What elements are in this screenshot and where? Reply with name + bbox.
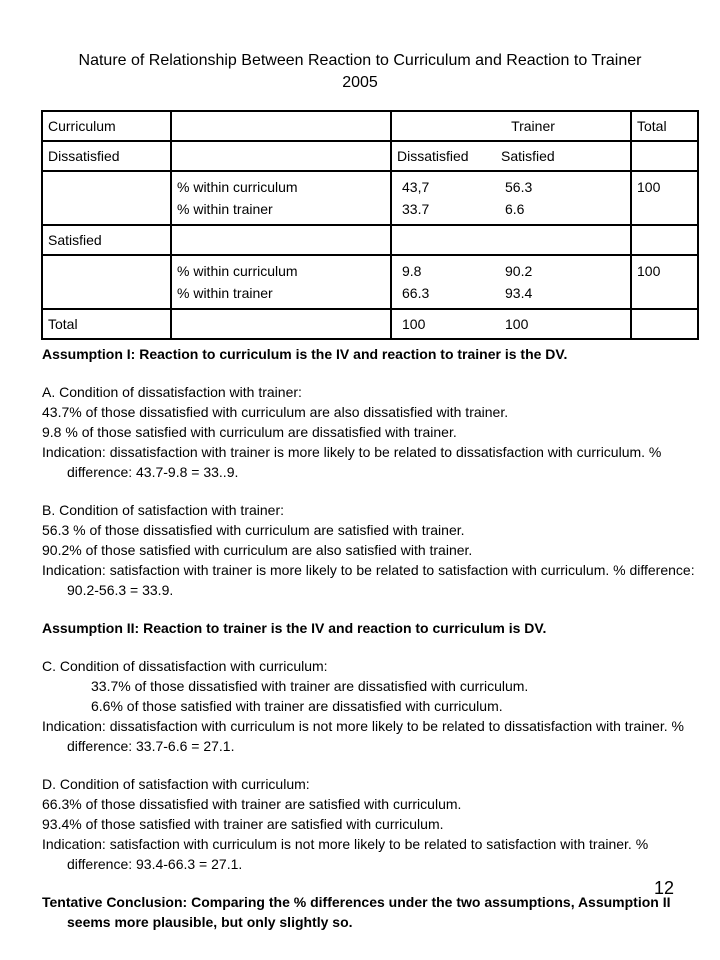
paragraph: 90.2% of those satisfied with curriculum are also satisfied with trainer. <box>42 542 473 558</box>
row-label: % within curriculum <box>177 179 298 195</box>
paragraph: 93.4% of those satisfied with trainer are satisfied with curriculum. <box>42 816 444 832</box>
cell-value: 33.7 <box>402 201 430 217</box>
trainer-header: Trainer <box>511 118 555 134</box>
section-b-heading: B. Condition of satisfaction with trainer: <box>42 502 285 518</box>
indication: Indication: dissatisfaction with trainer is more likely to be related to dissatisfaction with curriculum. % difference: 43.7-9.8 = 33..9. <box>42 444 662 480</box>
paragraph: 56.3 % of those dissatisfied with curriculum are satisfied with trainer. <box>42 522 465 538</box>
row-label-satisfied: Satisfied <box>42 225 171 255</box>
cell-value: 43,7 <box>402 179 430 195</box>
cell-value: 93.4 <box>505 285 533 301</box>
section-d-heading: D. Condition of satisfaction with curriculum: <box>42 776 310 792</box>
page-title <box>0 50 720 94</box>
indication: Indication: dissatisfaction with curriculum is not more likely to be related to dissatisfaction with trainer. % difference: 33.7-6.6 = 27.1. <box>42 718 684 754</box>
indication: Indication: satisfaction with trainer is more likely to be related to satisfaction with curriculum. % difference: 90.2-56.3 = 33.9. <box>42 562 695 598</box>
title-line-1: Nature of Relationship Between Reaction to Curriculum and Reaction to Trainer <box>78 52 642 69</box>
paragraph: 43.7% of those dissatisfied with curriculum are also dissatisfied with trainer. <box>42 404 509 420</box>
assumption-1-heading: Assumption I: Reaction to curriculum is the IV and reaction to trainer is the DV. <box>42 346 568 362</box>
table-header-row <box>42 111 698 141</box>
row-total: 100 <box>631 255 698 309</box>
indication: Indication: satisfaction with curriculum is not more likely to be related to satisfaction with trainer. % difference: 93.4-66.3 = 27.1. <box>42 836 649 872</box>
analysis-text <box>42 344 702 932</box>
row-label: % within trainer <box>177 201 273 217</box>
title-line-2: 2005 <box>342 74 378 91</box>
row-label: % within curriculum <box>177 263 298 279</box>
total-header: Total <box>631 111 698 141</box>
page-number: 12 <box>654 878 675 898</box>
cell-value: 56.3 <box>505 179 533 195</box>
cell-value: 90.2 <box>505 263 533 279</box>
dissatisfied-data-row <box>42 171 698 225</box>
cell-value: 66.3 <box>402 285 430 301</box>
conclusion: Tentative Conclusion: Comparing the % differences under the two assumptions, Assumption II seems more plausible, but only slightly so. <box>42 894 671 930</box>
cell-value: 6.6 <box>505 201 525 217</box>
paragraph: 9.8 % of those satisfied with curriculum are dissatisfied with trainer. <box>42 424 457 440</box>
total-row <box>42 309 698 339</box>
trainer-satisfied-header: Satisfied <box>501 148 555 164</box>
paragraph: 33.7% of those dissatisfied with trainer are dissatisfied with curriculum. <box>91 678 529 694</box>
paragraph: 66.3% of those dissatisfied with trainer are satisfied with curriculum. <box>42 796 462 812</box>
satisfied-data-row <box>42 255 698 309</box>
section-a-heading: A. Condition of dissatisfaction with trainer: <box>42 384 302 400</box>
row-total: 100 <box>631 171 698 225</box>
trainer-dissatisfied-header: Dissatisfied <box>397 148 469 164</box>
paragraph: 6.6% of those satisfied with trainer are dissatisfied with curriculum. <box>91 698 503 714</box>
row-label-total: Total <box>42 309 171 339</box>
assumption-2-heading: Assumption II: Reaction to trainer is the IV and reaction to curriculum is DV. <box>42 620 547 636</box>
cell-value: 100 <box>402 316 426 332</box>
crosstab-table <box>41 110 699 340</box>
cell-value: 100 <box>505 316 529 332</box>
dissatisfied-header-row <box>42 141 698 171</box>
satisfied-header-row <box>42 225 698 255</box>
curriculum-header: Curriculum <box>42 111 171 141</box>
cell-value: 9.8 <box>402 263 422 279</box>
section-c-heading: C. Condition of dissatisfaction with curriculum: <box>42 658 328 674</box>
row-label: % within trainer <box>177 285 273 301</box>
row-label-dissatisfied: Dissatisfied <box>42 141 171 171</box>
